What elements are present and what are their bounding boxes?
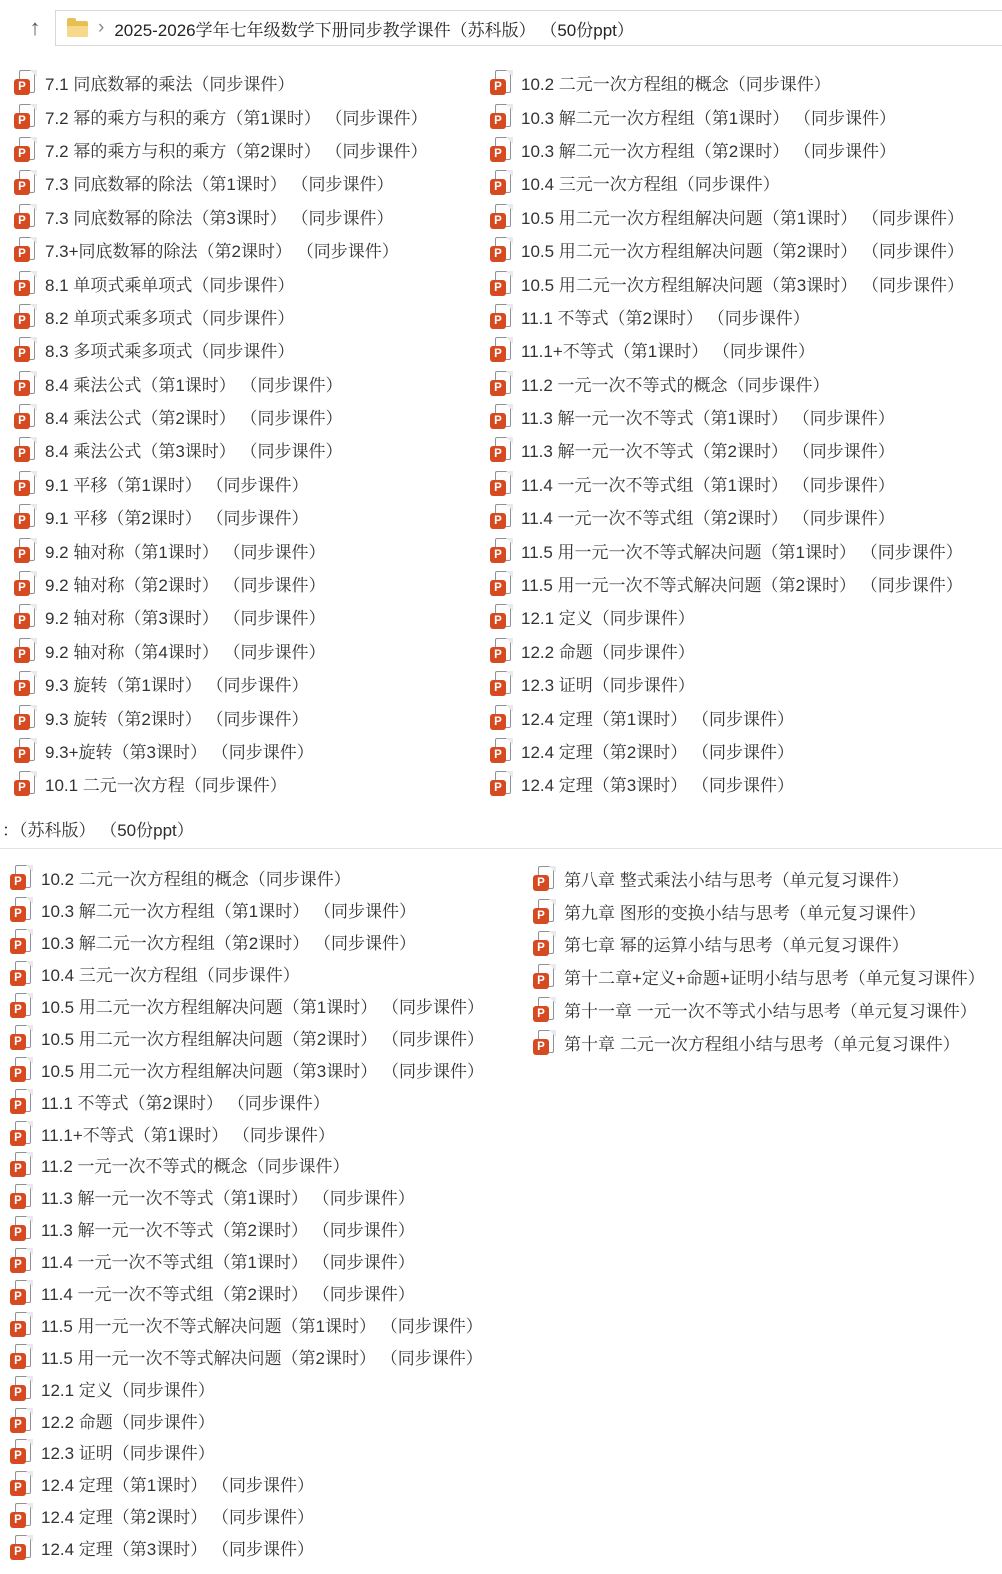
file-item[interactable]: [10, 1085, 484, 1117]
file-item[interactable]: [14, 99, 428, 132]
ppt-file-icon: P: [490, 705, 512, 730]
ppt-file-icon: P: [14, 170, 36, 195]
file-name-label: 11.4 一元一次不等式组（第1课时） （同步课件）: [521, 475, 895, 495]
ppt-file-icon: P: [10, 1121, 32, 1146]
ppt-file-icon: P: [14, 337, 36, 362]
ppt-file-icon: P: [490, 604, 512, 629]
file-item[interactable]: [490, 734, 964, 767]
file-name-label: 11.3 解一元一次不等式（第2课时） （同步课件）: [521, 442, 895, 462]
file-name-label: 7.2 幂的乘方与积的乘方（第1课时） （同步课件）: [45, 108, 428, 128]
ppt-file-icon: P: [533, 964, 555, 989]
address-bar[interactable]: [55, 10, 1002, 46]
ppt-file-icon: P: [490, 771, 512, 796]
file-item[interactable]: [10, 926, 484, 958]
file-name-label: 9.2 轴对称（第1课时） （同步课件）: [45, 542, 326, 562]
file-name-label: 10.3 解二元一次方程组（第1课时） （同步课件）: [41, 902, 416, 922]
file-name-label: 12.2 命题（同步课件）: [521, 642, 695, 662]
file-name-label: 12.4 定理（第1课时） （同步课件）: [521, 709, 794, 729]
file-name-label: 12.1 定义（同步课件）: [41, 1380, 215, 1400]
file-item[interactable]: [10, 1021, 484, 1053]
file-item[interactable]: [10, 1245, 484, 1277]
file-name-label: 7.1 同底数幂的乘法（同步课件）: [45, 75, 295, 95]
ppt-file-icon: P: [533, 997, 555, 1022]
file-item[interactable]: [10, 1436, 484, 1468]
file-name-label: 10.2 二元一次方程组的概念（同步课件）: [521, 75, 831, 95]
ppt-file-icon: P: [490, 137, 512, 162]
file-name-label: 11.1 不等式（第2课时） （同步课件）: [521, 308, 810, 328]
ppt-file-icon: P: [14, 137, 36, 162]
ppt-file-icon: P: [10, 993, 32, 1018]
file-item[interactable]: [14, 634, 428, 667]
file-item[interactable]: [14, 367, 428, 400]
file-name-label: 8.3 多项式乘多项式（同步课件）: [45, 342, 295, 362]
file-item[interactable]: [490, 467, 964, 500]
section2-folder-title: ：（苏科版） （50份ppt）: [2, 821, 194, 840]
file-item[interactable]: [490, 200, 964, 233]
file-item[interactable]: [10, 1181, 484, 1213]
ppt-file-icon: P: [10, 1184, 32, 1209]
file-item[interactable]: [14, 467, 428, 500]
file-name-label: 9.3 旋转（第2课时） （同步课件）: [45, 709, 309, 729]
file-item[interactable]: [14, 533, 428, 566]
file-name-label: 9.2 轴对称（第2课时） （同步课件）: [45, 576, 326, 596]
file-item[interactable]: [490, 233, 964, 266]
ppt-file-icon: P: [533, 899, 555, 924]
ppt-file-icon: P: [10, 961, 32, 986]
file-item[interactable]: [14, 667, 428, 700]
ppt-file-icon: P: [10, 1025, 32, 1050]
file-name-label: 11.4 一元一次不等式组（第1课时） （同步课件）: [41, 1253, 415, 1273]
file-item[interactable]: [490, 367, 964, 400]
file-name-label: 8.4 乘法公式（第2课时） （同步课件）: [45, 409, 343, 429]
file-name-label: 10.4 三元一次方程组（同步课件）: [41, 966, 300, 986]
file-name-label: 10.5 用二元一次方程组解决问题（第1课时） （同步课件）: [41, 998, 484, 1017]
ppt-file-icon: P: [14, 604, 36, 629]
file-item[interactable]: [490, 66, 964, 99]
file-item[interactable]: [10, 1053, 484, 1085]
ppt-file-icon: P: [490, 304, 512, 329]
file-name-label: 11.3 解一元一次不等式（第1课时） （同步课件）: [521, 409, 895, 429]
file-name-label: 9.1 平移（第2课时） （同步课件）: [45, 509, 309, 529]
file-name-label: 12.4 定理（第2课时） （同步课件）: [521, 743, 794, 762]
file-item[interactable]: [533, 862, 985, 895]
file-item[interactable]: [490, 166, 964, 199]
ppt-file-icon: P: [14, 237, 36, 262]
ppt-file-icon: P: [490, 471, 512, 496]
file-item[interactable]: [10, 1340, 484, 1372]
file-name-label: 7.3+同底数幂的除法（第2课时） （同步课件）: [45, 242, 399, 262]
ppt-file-icon: P: [14, 504, 36, 529]
file-name-label: 11.5 用一元一次不等式解决问题（第2课时） （同步课件）: [41, 1348, 483, 1368]
file-item[interactable]: [14, 333, 428, 366]
file-list-section1-right: [490, 66, 964, 801]
ppt-file-icon: P: [10, 1344, 32, 1369]
file-name-label: 12.3 证明（同步课件）: [521, 676, 695, 696]
file-name-label: 11.1 不等式（第2课时） （同步课件）: [41, 1093, 330, 1113]
file-item[interactable]: [490, 133, 964, 166]
ppt-file-icon: P: [10, 1312, 32, 1337]
file-name-label: 8.2 单项式乘多项式（同步课件）: [45, 308, 295, 328]
file-item[interactable]: [14, 166, 428, 199]
folder-icon: [67, 20, 88, 37]
file-item[interactable]: [490, 533, 964, 566]
file-name-label: 10.5 用二元一次方程组解决问题（第1课时） （同步课件）: [521, 208, 964, 228]
ppt-file-icon: P: [14, 70, 36, 95]
ppt-file-icon: P: [490, 738, 512, 763]
file-item[interactable]: [533, 895, 985, 928]
file-item[interactable]: [14, 734, 428, 767]
file-name-label: 10.1 二元一次方程（同步课件）: [45, 776, 287, 796]
file-name-label: 12.3 证明（同步课件）: [41, 1444, 215, 1464]
up-arrow-button[interactable]: ↑: [29, 15, 41, 40]
ppt-file-icon: P: [490, 70, 512, 95]
ppt-file-icon: P: [490, 271, 512, 296]
ppt-file-icon: P: [490, 571, 512, 596]
file-name-label: 9.3 旋转（第1课时） （同步课件）: [45, 676, 309, 696]
file-list-section1-left: [14, 66, 428, 801]
file-item[interactable]: [10, 862, 484, 894]
ppt-file-icon: P: [10, 1471, 32, 1496]
file-item[interactable]: [14, 133, 428, 166]
ppt-file-icon: P: [14, 437, 36, 462]
file-item[interactable]: [490, 433, 964, 466]
file-name-label: 11.2 一元一次不等式的概念（同步课件）: [521, 375, 830, 395]
file-list-section2-left: [10, 862, 484, 1564]
file-item[interactable]: [14, 700, 428, 733]
ppt-file-icon: P: [10, 1280, 32, 1305]
file-item[interactable]: [490, 700, 964, 733]
file-name-label: 10.5 用二元一次方程组解决问题（第3课时） （同步课件）: [521, 275, 964, 295]
file-item[interactable]: [490, 600, 964, 633]
ppt-file-icon: P: [14, 638, 36, 663]
file-item[interactable]: [14, 200, 428, 233]
file-item[interactable]: [533, 1026, 985, 1059]
file-item[interactable]: [490, 300, 964, 333]
file-item[interactable]: [14, 767, 428, 800]
file-name-label: 11.4 一元一次不等式组（第2课时） （同步课件）: [41, 1285, 415, 1305]
ppt-file-icon: P: [490, 170, 512, 195]
ppt-file-icon: P: [14, 571, 36, 596]
ppt-file-icon: P: [490, 437, 512, 462]
file-name-label: 11.5 用一元一次不等式解决问题（第2课时） （同步课件）: [521, 576, 963, 596]
ppt-file-icon: P: [490, 504, 512, 529]
file-item[interactable]: [14, 567, 428, 600]
ppt-file-icon: P: [14, 738, 36, 763]
file-item[interactable]: [490, 767, 964, 800]
file-item[interactable]: [490, 634, 964, 667]
file-item[interactable]: [533, 960, 985, 993]
file-item[interactable]: [14, 66, 428, 99]
file-name-label: 12.4 定理（第3课时） （同步课件）: [41, 1540, 314, 1560]
file-name-label: 8.1 单项式乘单项式（同步课件）: [45, 275, 295, 295]
file-name-label: 12.4 定理（第2课时） （同步课件）: [41, 1508, 314, 1528]
file-item[interactable]: [14, 433, 428, 466]
file-item[interactable]: [490, 500, 964, 533]
file-name-label: 9.1 平移（第1课时） （同步课件）: [45, 475, 309, 495]
file-name-label: 11.5 用一元一次不等式解决问题（第1课时） （同步课件）: [521, 542, 963, 562]
ppt-file-icon: P: [10, 1152, 32, 1177]
ppt-file-icon: P: [533, 931, 555, 956]
file-name-label: 第十一章 一元一次不等式小结与思考（单元复习课件）: [564, 1002, 977, 1022]
file-item[interactable]: [10, 1500, 484, 1532]
ppt-file-icon: P: [533, 866, 555, 891]
ppt-file-icon: P: [490, 337, 512, 362]
section-divider: [0, 848, 1002, 849]
file-item[interactable]: [14, 233, 428, 266]
file-name-label: 10.4 三元一次方程组（同步课件）: [521, 175, 780, 195]
file-item[interactable]: [14, 500, 428, 533]
ppt-file-icon: P: [14, 771, 36, 796]
file-name-label: 11.1+不等式（第1课时） （同步课件）: [41, 1125, 335, 1145]
file-name-label: 11.3 解一元一次不等式（第2课时） （同步课件）: [41, 1221, 415, 1241]
file-name-label: 8.4 乘法公式（第1课时） （同步课件）: [45, 375, 343, 395]
ppt-file-icon: P: [490, 371, 512, 396]
file-name-label: 第九章 图形的变换小结与思考（单元复习课件）: [564, 903, 926, 923]
file-item[interactable]: [14, 400, 428, 433]
ppt-file-icon: P: [14, 204, 36, 229]
file-item[interactable]: [10, 958, 484, 990]
file-item[interactable]: [10, 1117, 484, 1149]
file-name-label: 10.5 用二元一次方程组解决问题（第2课时） （同步课件）: [41, 1029, 484, 1049]
file-item[interactable]: [10, 990, 484, 1022]
file-item[interactable]: [14, 600, 428, 633]
file-name-label: 12.4 定理（第3课时） （同步课件）: [521, 776, 794, 796]
file-item[interactable]: [10, 1308, 484, 1340]
ppt-file-icon: P: [490, 638, 512, 663]
file-name-label: 12.4 定理（第1课时） （同步课件）: [41, 1476, 314, 1496]
file-item[interactable]: [490, 99, 964, 132]
file-name-label: 10.3 解二元一次方程组（第2课时） （同步课件）: [41, 934, 416, 954]
file-name-label: 第十章 二元一次方程组小结与思考（单元复习课件）: [564, 1034, 960, 1054]
ppt-file-icon: P: [10, 1439, 32, 1464]
chevron-right-icon: ›: [98, 16, 105, 38]
ppt-file-icon: P: [14, 471, 36, 496]
file-name-label: 第八章 整式乘法小结与思考（单元复习课件）: [564, 870, 909, 890]
file-item[interactable]: [10, 1149, 484, 1181]
file-item[interactable]: [533, 928, 985, 961]
ppt-file-icon: P: [14, 538, 36, 563]
file-item[interactable]: [10, 1372, 484, 1404]
file-name-label: 11.1+不等式（第1课时） （同步课件）: [521, 342, 815, 362]
file-name-label: 12.2 命题（同步课件）: [41, 1412, 215, 1432]
file-name-label: 11.3 解一元一次不等式（第1课时） （同步课件）: [41, 1189, 415, 1209]
file-name-label: 11.2 一元一次不等式的概念（同步课件）: [41, 1157, 350, 1177]
file-item[interactable]: [490, 567, 964, 600]
ppt-file-icon: P: [14, 404, 36, 429]
ppt-file-icon: P: [14, 671, 36, 696]
file-name-label: 10.3 解二元一次方程组（第2课时） （同步课件）: [521, 141, 896, 161]
file-item[interactable]: [490, 333, 964, 366]
file-item[interactable]: [490, 667, 964, 700]
file-name-label: 8.4 乘法公式（第3课时） （同步课件）: [45, 442, 343, 462]
ppt-file-icon: P: [10, 1248, 32, 1273]
file-name-label: 9.2 轴对称（第4课时） （同步课件）: [45, 642, 326, 662]
file-item[interactable]: [10, 1532, 484, 1564]
file-name-label: 7.3 同底数幂的除法（第1课时） （同步课件）: [45, 175, 394, 195]
file-item[interactable]: [533, 993, 985, 1026]
file-list-section2-right: [533, 862, 985, 1059]
file-name-label: 7.3 同底数幂的除法（第3课时） （同步课件）: [45, 208, 394, 228]
ppt-file-icon: P: [490, 404, 512, 429]
ppt-file-icon: P: [490, 538, 512, 563]
breadcrumb-folder-name[interactable]: 2025-2026学年七年级数学下册同步教学课件（苏科版） （50份ppt）: [114, 20, 634, 40]
file-item[interactable]: [10, 1404, 484, 1436]
ppt-file-icon: P: [533, 1030, 555, 1055]
file-name-label: 10.3 解二元一次方程组（第1课时） （同步课件）: [521, 108, 896, 128]
file-item[interactable]: [490, 266, 964, 299]
file-name-label: 10.5 用二元一次方程组解决问题（第3课时） （同步课件）: [41, 1061, 484, 1081]
ppt-file-icon: P: [10, 1408, 32, 1433]
ppt-file-icon: P: [14, 271, 36, 296]
ppt-file-icon: P: [10, 1089, 32, 1114]
file-name-label: 9.2 轴对称（第3课时） （同步课件）: [45, 609, 326, 629]
file-item[interactable]: [10, 1213, 484, 1245]
file-name-label: 7.2 幂的乘方与积的乘方（第2课时） （同步课件）: [45, 141, 428, 161]
ppt-file-icon: P: [14, 705, 36, 730]
file-item[interactable]: [14, 266, 428, 299]
file-name-label: 第十二章+定义+命题+证明小结与思考（单元复习课件）: [564, 969, 985, 989]
file-name-label: 10.5 用二元一次方程组解决问题（第2课时） （同步课件）: [521, 242, 964, 262]
file-item[interactable]: [10, 894, 484, 926]
file-item[interactable]: [490, 400, 964, 433]
ppt-file-icon: P: [10, 1503, 32, 1528]
file-name-label: 10.2 二元一次方程组的概念（同步课件）: [41, 870, 351, 890]
ppt-file-icon: P: [10, 897, 32, 922]
ppt-file-icon: P: [10, 865, 32, 890]
file-name-label: 11.5 用一元一次不等式解决问题（第1课时） （同步课件）: [41, 1316, 483, 1336]
ppt-file-icon: P: [14, 304, 36, 329]
ppt-file-icon: P: [490, 671, 512, 696]
file-name-label: 12.1 定义（同步课件）: [521, 609, 695, 629]
file-name-label: 11.4 一元一次不等式组（第2课时） （同步课件）: [521, 509, 895, 529]
ppt-file-icon: P: [10, 929, 32, 954]
ppt-file-icon: P: [10, 1376, 32, 1401]
ppt-file-icon: P: [490, 204, 512, 229]
ppt-file-icon: P: [490, 237, 512, 262]
ppt-file-icon: P: [14, 371, 36, 396]
file-item[interactable]: [10, 1277, 484, 1309]
ppt-file-icon: P: [10, 1057, 32, 1082]
ppt-file-icon: P: [10, 1216, 32, 1241]
file-name-label: 9.3+旋转（第3课时） （同步课件）: [45, 743, 314, 762]
ppt-file-icon: P: [490, 104, 512, 129]
ppt-file-icon: P: [14, 104, 36, 129]
file-name-label: 第七章 幂的运算小结与思考（单元复习课件）: [564, 936, 909, 956]
file-item[interactable]: [10, 1468, 484, 1500]
ppt-file-icon: P: [10, 1535, 32, 1560]
file-item[interactable]: [14, 300, 428, 333]
